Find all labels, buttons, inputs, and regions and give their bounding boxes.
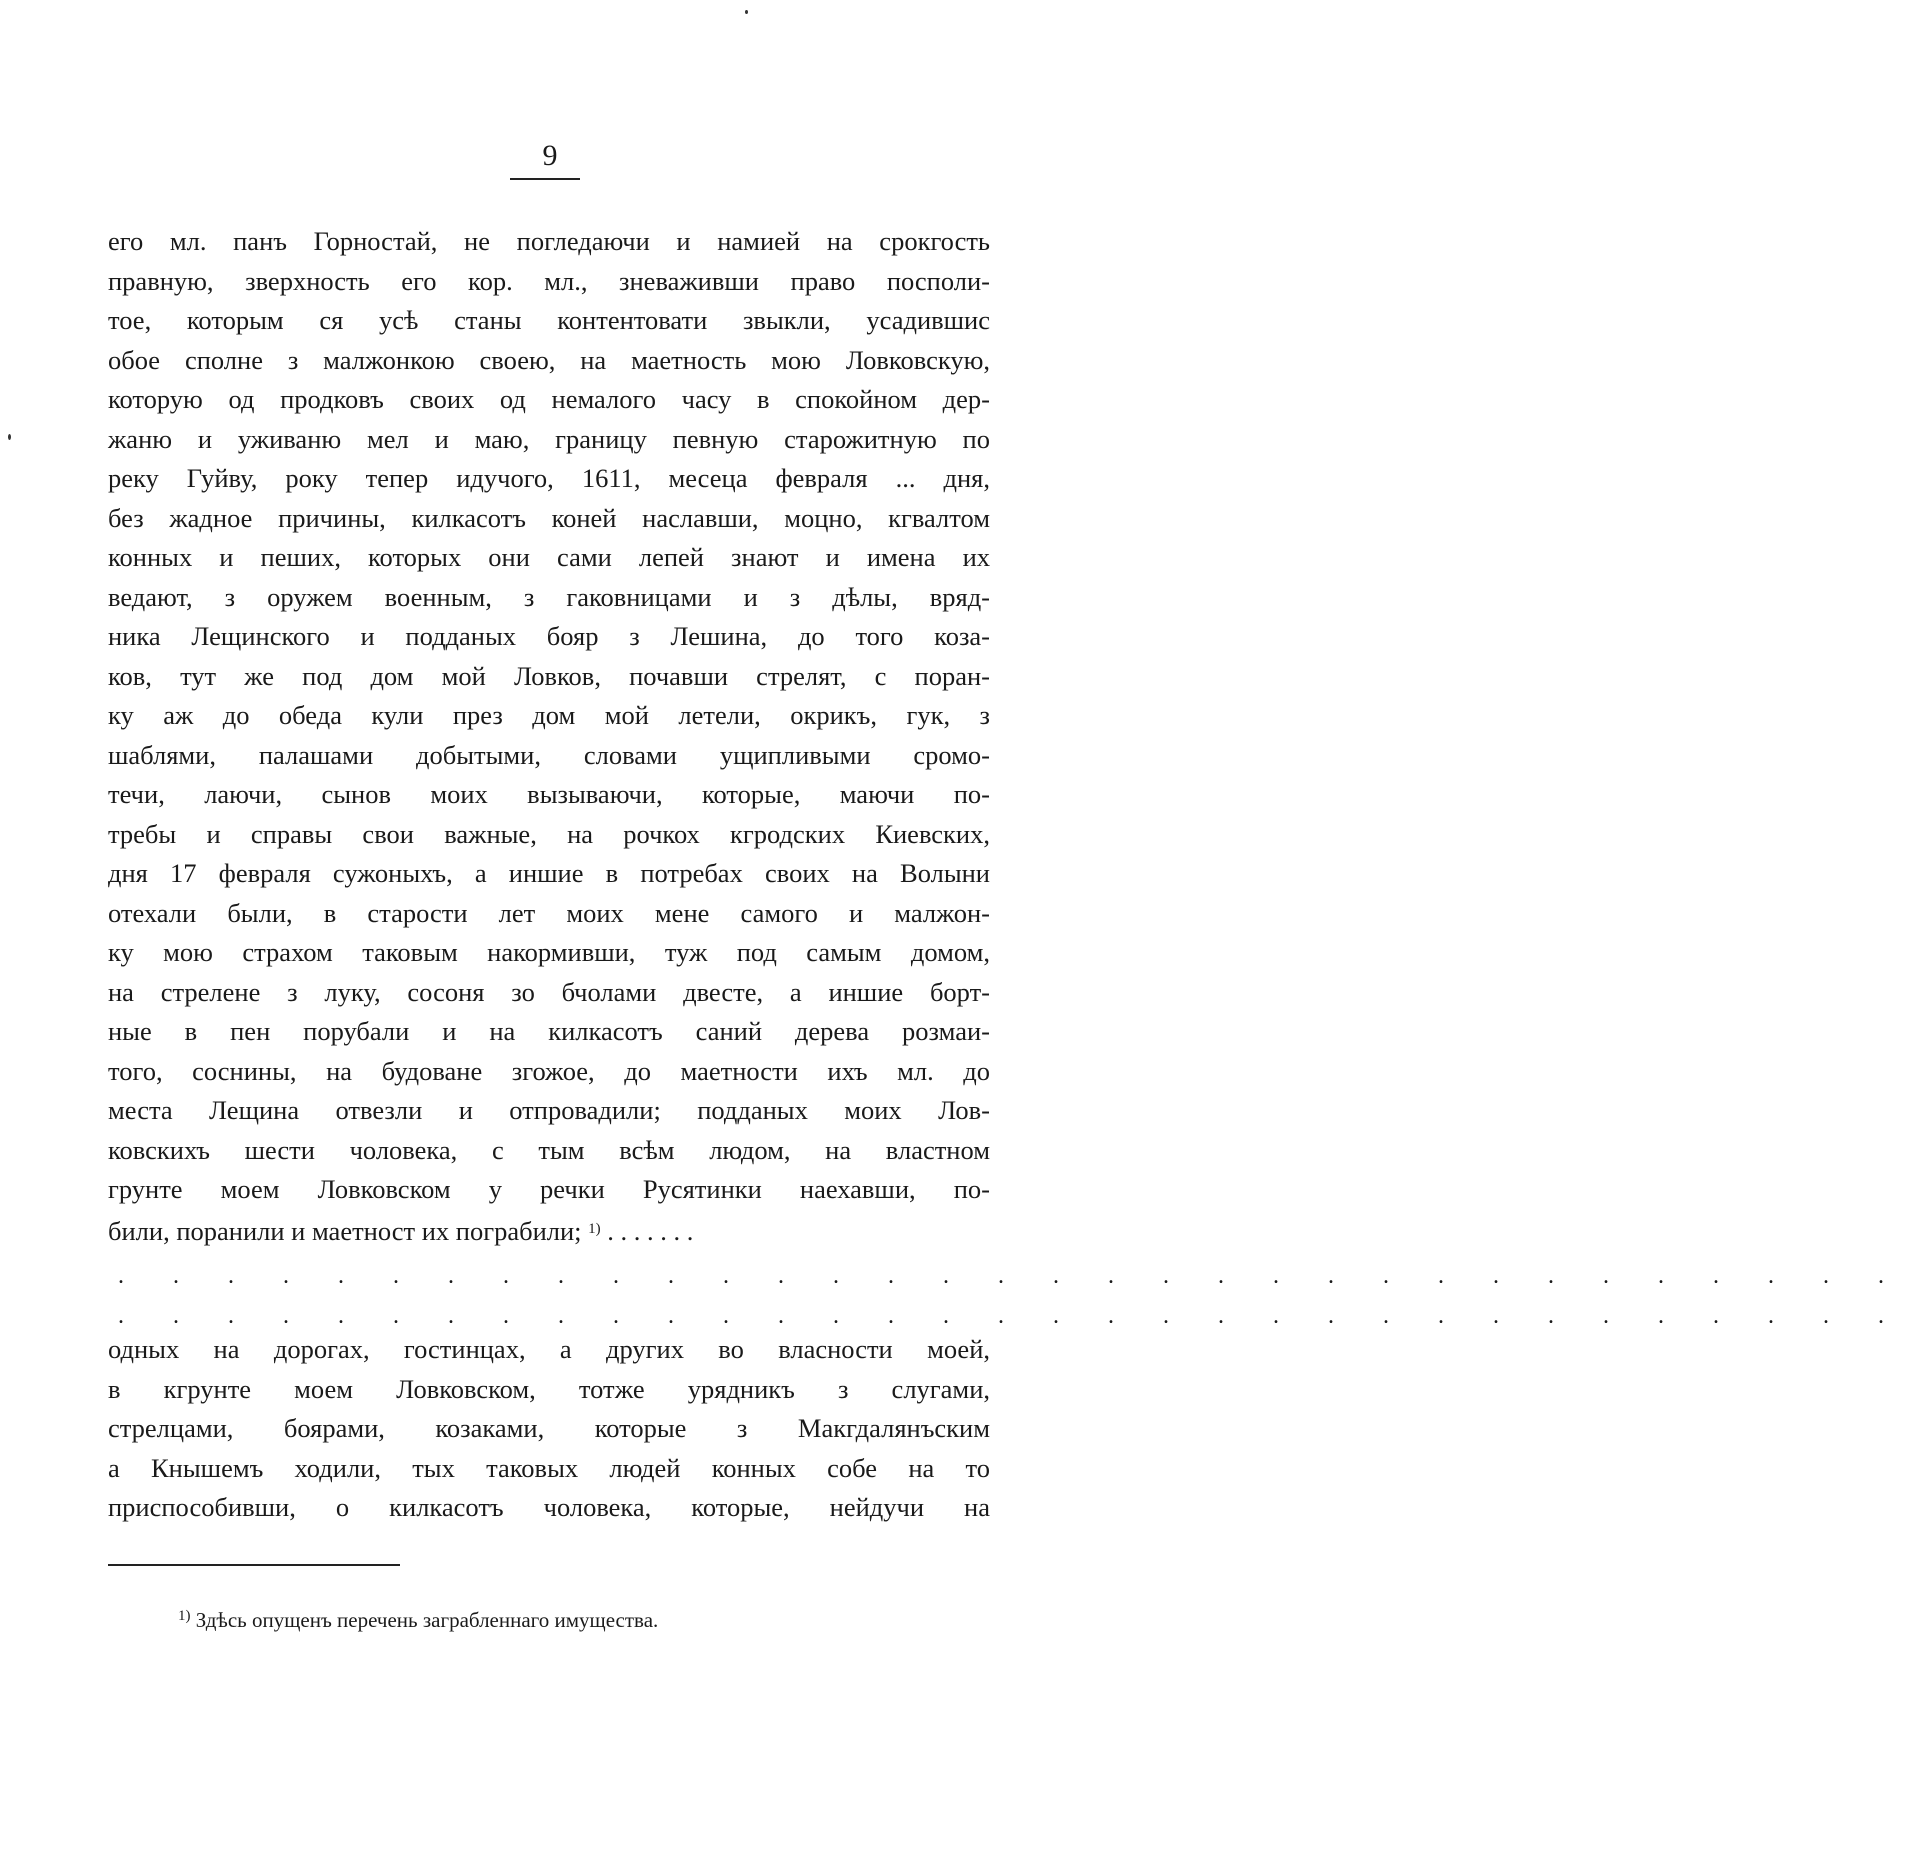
text-line: реку Гуйву, року тепер идучого, 1611, месеца февраля ... дня, — [108, 463, 990, 493]
text-line: жаню и уживаню мел и маю, границу певную старожитную по — [108, 423, 990, 454]
text-line: ные в пен порубали и на килкасотъ саний дерева розмаи- — [108, 1016, 990, 1046]
text-line: без жадное причины, килкасотъ коней наславши, моцно, кгвалтом — [108, 502, 990, 533]
text-line: тое, которым ся усѣ станы контентовати звыкли, усадившис — [108, 305, 990, 335]
text-line: ковскихъ шести чоловека, с тым всѣм людом, на властном — [108, 1134, 990, 1165]
text-line: которую од продковъ своих од немалого часу в спокойном дер- — [108, 384, 990, 414]
continuation-paragraph — [108, 1330, 990, 1528]
text-line: ника Лещинского и подданых бояр з Лешина, до того коза- — [108, 621, 990, 651]
text-line: а Кнышемъ ходили, тых таковых людей конных собе на то — [108, 1452, 990, 1483]
text-line: требы и справы свои важные, на рочкох кгродских Киевских, — [108, 818, 990, 849]
text-line: места Лещина отвезли и отпровадили; подданых моих Лов- — [108, 1095, 990, 1125]
footnote-separator — [108, 1564, 400, 1566]
page-number-rule — [510, 178, 580, 180]
text-line: правную, зверхность его кор. мл., зневаживши право посполи- — [108, 265, 990, 296]
footnote-text: Здѣсь опущенъ перечень заграбленнаго имущества. — [195, 1608, 659, 1632]
text-line: дня 17 февраля сужоныхъ, а иншие в потребах своих на Волыни — [108, 858, 990, 888]
text-line: ков, тут же под дом мой Ловков, почавши стрелят, с поран- — [108, 660, 990, 691]
text-line: на стрелене з луку, сосоня зо бчолами двесте, а иншие борт- — [108, 976, 990, 1007]
text-line-content: били, поранили и маетност их пограбили; — [108, 1215, 582, 1246]
scan-speck — [8, 434, 11, 440]
text-line: в кгрунте моем Ловковском, тотже урядникъ з слугами, — [108, 1373, 990, 1404]
text-line: его мл. панъ Горностай, не погледаючи и намией на срокгость — [108, 226, 990, 256]
text-line: стрелцами, боярами, козаками, которые з Макгдалянъским — [108, 1413, 990, 1443]
text-line: обое сполне з малжонкою своею, на маетность мою Ловковскую, — [108, 344, 990, 375]
text-line: отехали были, в старости лет моих мене самого и малжон- — [108, 897, 990, 928]
text-line: грунте моем Ловковском у речки Русятинки наехавши, по- — [108, 1174, 990, 1204]
text-line: конных и пеших, которых они сами лепей знают и имена их — [108, 542, 990, 572]
trailing-ellipsis: . . . . . . . — [607, 1215, 694, 1246]
text-line: ку мою страхом таковым накормивши, туж под самым домом, — [108, 937, 990, 967]
footnote-mark: 1) — [178, 1608, 191, 1624]
scan-speck — [745, 10, 748, 14]
dots-line: . . . . . . . . . . . . . . . . . . . . . . . . . . . . . . . . . — [118, 1303, 1906, 1329]
page-number: 9 — [542, 139, 558, 172]
text-line: ку аж до обеда кули през дом мой летели, окрикъ, гук, з — [108, 700, 990, 730]
omission-dots — [118, 1256, 1906, 1336]
dots-line: . . . . . . . . . . . . . . . . . . . . . . . . . . . . . . . . . — [118, 1263, 1906, 1289]
text-line: того, соснины, на будоване згожое, до маетности ихъ мл. до — [108, 1055, 990, 1086]
text-line: приспособивши, о килкасотъ чоловека, которые, нейдучи на — [108, 1492, 990, 1522]
text-line: течи, лаючи, сынов моих вызываючи, которые, маючи по- — [108, 779, 990, 809]
footnote-reference: 1) — [588, 1220, 601, 1237]
text-line: шаблями, палашами добытыми, словами ущипливыми сромо- — [108, 739, 990, 770]
main-paragraph — [108, 222, 990, 1249]
text-line: ведают, з оружем военным, з гаковницами и з дѣлы, вряд- — [108, 581, 990, 612]
text-line: одных на дорогах, гостинцах, а других во власности моей, — [108, 1334, 990, 1364]
footnote — [178, 1602, 658, 1634]
text-line-with-footnote-ref — [108, 1210, 990, 1250]
